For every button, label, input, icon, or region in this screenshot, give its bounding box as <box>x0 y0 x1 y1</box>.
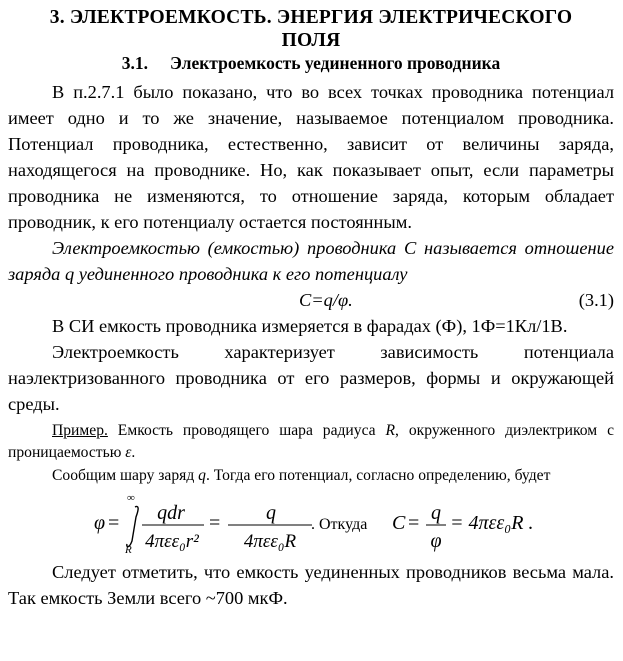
eq-den3: φ <box>430 529 442 552</box>
section-number: 3.1. <box>121 53 148 73</box>
chapter-heading-line1: 3. ЭЛЕКТРОЕМКОСТЬ. ЭНЕРГИЯ ЭЛЕКТРИЧЕСКОГО <box>49 7 573 28</box>
formula-expression: C=q/φ. <box>299 290 353 310</box>
example-radius-symbol: R <box>385 422 396 439</box>
example-text-a: Емкость проводящего шара радиуса <box>107 422 386 439</box>
charge-text-b: . Тогда его потенциал, согласно определению, будет <box>205 467 551 484</box>
section-title: Электроемкость уединенного проводника <box>169 53 501 73</box>
integral-sign-icon <box>127 506 138 546</box>
eq-int-lower: R <box>125 543 132 556</box>
paragraph-definition: Электроемкостью (емкостью) проводника C называется отношение заряда q уединенного проводника к его потенциалу <box>8 238 614 284</box>
eq-int-upper: ∞ <box>127 491 135 504</box>
eq-equals-3: = <box>408 511 420 534</box>
eq-num2: q <box>266 501 276 524</box>
eq-phi: φ <box>94 511 106 534</box>
chapter-heading-line2: ПОЛЯ <box>281 30 341 51</box>
example-label: Пример. <box>52 422 108 439</box>
charge-text-a: Сообщим шару заряд <box>52 467 199 484</box>
eq-num3: q <box>431 501 441 524</box>
charge-symbol: q <box>198 467 206 484</box>
eq-den1: 4πεε₀r² <box>145 530 199 552</box>
eq-equals-2: = <box>209 511 221 534</box>
paragraph-intro: В п.2.7.1 было показано, что во всех точках проводника потенциал имеет одно и то же значение, называемое потенциалом проводника. Потенциал проводника, естественно, зависит от величины заряда, находящегося на проводнике. Но, как показывает опыт, если параметры проводника не изменяются, то отношение заряда, которым обладает проводник, к его потенциалу остается постоянным. <box>8 82 614 232</box>
formula-3-1 <box>8 287 614 313</box>
example-text-b: , окруженного диэлектриком с проницаемостью <box>8 422 614 461</box>
potential-equation-svg <box>8 487 614 557</box>
potential-equation <box>8 487 614 557</box>
paragraph-conclusion: Следует отметить, что емкость уединенных проводников весьма мала. Так емкость Земли всего ~700 мкФ. <box>8 561 614 608</box>
formula-number: (3.1) <box>578 290 614 310</box>
eq-num1: qdr <box>157 501 185 524</box>
eq-den2: 4πεε₀R <box>243 530 297 552</box>
paragraph-si-units: В СИ емкость проводника измеряется в фарадах (Ф), 1Ф=1Кл/1В. <box>52 316 568 336</box>
eq-C: C <box>392 511 406 534</box>
example-text-c: . <box>131 443 136 461</box>
chapter-heading <box>8 6 614 52</box>
charge-paragraph <box>8 465 614 487</box>
eq-otkuda: . Откуда <box>311 515 368 533</box>
example-epsilon-symbol: ε <box>125 443 132 461</box>
eq-result: = 4πεε₀R . <box>450 511 534 534</box>
eq-equals-1: = <box>108 511 120 534</box>
section-heading <box>8 52 614 74</box>
paragraph-characteristic: Электроемкость характеризует зависимость потенциала наэлектризованного проводника от его размеров, формы и окружающей среды. <box>8 342 614 414</box>
example-paragraph <box>8 420 614 463</box>
